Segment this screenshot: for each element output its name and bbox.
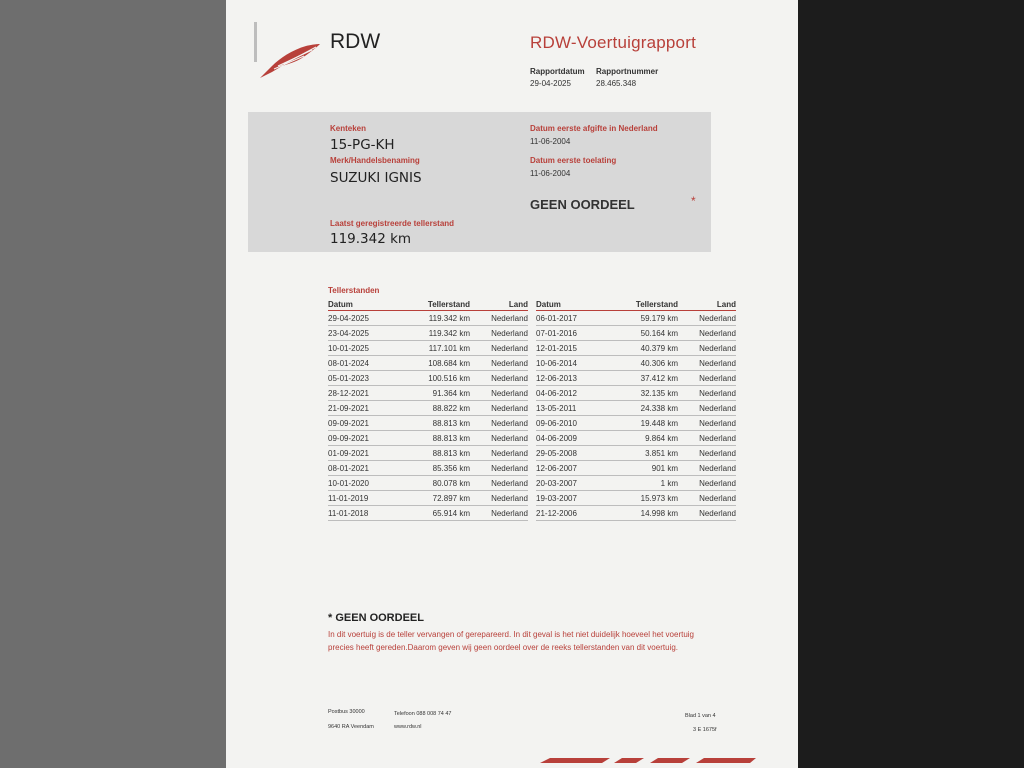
cell-tellerstand: 85.356 km — [392, 461, 470, 476]
table-row — [536, 401, 736, 416]
cell-tellerstand: 65.914 km — [392, 506, 470, 521]
cell-tellerstand: 80.078 km — [392, 476, 470, 491]
cell-datum: 21-09-2021 — [328, 401, 392, 416]
table-row — [328, 461, 528, 476]
background-left — [0, 0, 226, 768]
footer-page-number: Blad 1 van 4 — [685, 713, 716, 719]
cell-tellerstand: 59.179 km — [600, 311, 678, 326]
background-right — [798, 0, 1024, 768]
table-row — [328, 401, 528, 416]
cell-datum: 29-05-2008 — [536, 446, 600, 461]
toelating-label: Datum eerste toelating — [530, 156, 617, 165]
cell-tellerstand: 1 km — [600, 476, 678, 491]
cell-tellerstand: 50.164 km — [600, 326, 678, 341]
table-row — [536, 491, 736, 506]
tellerstanden-title: Tellerstanden — [328, 286, 380, 295]
footer-code: 3 E 1675f — [693, 727, 717, 733]
tellerstanden-table-left — [328, 299, 528, 521]
cell-datum: 09-09-2021 — [328, 431, 392, 446]
cell-datum: 20-03-2007 — [536, 476, 600, 491]
cell-land: Nederland — [678, 416, 736, 431]
cell-land: Nederland — [470, 401, 528, 416]
toelating-value: 11-06-2004 — [530, 169, 571, 178]
cell-land: Nederland — [470, 371, 528, 386]
binder-mark — [254, 22, 257, 62]
table-row — [328, 491, 528, 506]
note-text — [328, 628, 728, 654]
cell-tellerstand: 15.973 km — [600, 491, 678, 506]
table-row — [536, 356, 736, 371]
column-header-land: Land — [678, 299, 736, 311]
cell-tellerstand: 117.101 km — [392, 341, 470, 356]
cell-tellerstand: 3.851 km — [600, 446, 678, 461]
cell-land: Nederland — [678, 491, 736, 506]
cell-datum: 13-05-2011 — [536, 401, 600, 416]
note-line-2: precies heeft gereden.Daarom geven wij geen oordeel over de reeks tellerstanden van dit voertuig. — [328, 643, 678, 652]
tellerstand-label: Laatst geregistreerde tellerstand — [330, 219, 455, 228]
cell-datum: 21-12-2006 — [536, 506, 600, 521]
table-row — [536, 506, 736, 521]
cell-land: Nederland — [678, 461, 736, 476]
cell-tellerstand: 37.412 km — [600, 371, 678, 386]
cell-datum: 09-09-2021 — [328, 416, 392, 431]
cell-tellerstand: 119.342 km — [392, 326, 470, 341]
table-row — [328, 431, 528, 446]
vehicle-info-box — [248, 112, 711, 252]
cell-datum: 11-01-2019 — [328, 491, 392, 506]
cell-land: Nederland — [678, 506, 736, 521]
table-row — [536, 311, 736, 326]
cell-land: Nederland — [470, 476, 528, 491]
table-row — [328, 371, 528, 386]
cell-datum: 12-06-2013 — [536, 371, 600, 386]
cell-tellerstand: 40.306 km — [600, 356, 678, 371]
rdw-logo-icon — [258, 38, 322, 80]
note-title: * GEEN OORDEEL — [328, 612, 424, 624]
verdict-star: * — [691, 194, 696, 208]
afgifte-label: Datum eerste afgifte in Nederland — [530, 124, 658, 133]
table-header-row — [328, 299, 528, 311]
table-row — [536, 476, 736, 491]
cell-datum: 29-04-2025 — [328, 311, 392, 326]
cell-land: Nederland — [470, 461, 528, 476]
footer-stripe-decoration — [540, 754, 756, 764]
cell-datum: 28-12-2021 — [328, 386, 392, 401]
cell-land: Nederland — [470, 491, 528, 506]
cell-datum: 04-06-2012 — [536, 386, 600, 401]
column-header-datum: Datum — [536, 299, 600, 311]
table-row — [536, 416, 736, 431]
cell-datum: 06-01-2017 — [536, 311, 600, 326]
table-row — [328, 386, 528, 401]
cell-tellerstand: 901 km — [600, 461, 678, 476]
cell-tellerstand: 100.516 km — [392, 371, 470, 386]
rapportdatum-label: Rapportdatum — [530, 67, 585, 76]
table-row — [328, 356, 528, 371]
cell-tellerstand: 88.813 km — [392, 431, 470, 446]
cell-tellerstand: 40.379 km — [600, 341, 678, 356]
cell-land: Nederland — [678, 326, 736, 341]
cell-datum: 11-01-2018 — [328, 506, 392, 521]
brand-name: RDW — [330, 30, 381, 53]
table-row — [536, 431, 736, 446]
table-row — [328, 446, 528, 461]
cell-tellerstand: 108.684 km — [392, 356, 470, 371]
rapportnummer-label: Rapportnummer — [596, 67, 659, 76]
cell-land: Nederland — [470, 356, 528, 371]
table-row — [536, 371, 736, 386]
merk-value: SUZUKI IGNIS — [330, 170, 422, 186]
table-row — [328, 416, 528, 431]
cell-datum: 23-04-2025 — [328, 326, 392, 341]
cell-tellerstand: 9.864 km — [600, 431, 678, 446]
footer-address: 9640 RA Veendam — [328, 724, 374, 730]
rapportnummer-value: 28.465.348 — [596, 79, 637, 88]
cell-tellerstand: 24.338 km — [600, 401, 678, 416]
table-row — [328, 476, 528, 491]
cell-land: Nederland — [470, 416, 528, 431]
cell-datum: 10-06-2014 — [536, 356, 600, 371]
cell-land: Nederland — [678, 431, 736, 446]
cell-land: Nederland — [678, 341, 736, 356]
cell-land: Nederland — [470, 446, 528, 461]
footer-postbus: Postbus 30000 — [328, 709, 365, 715]
afgifte-value: 11-06-2004 — [530, 137, 571, 146]
report-title: RDW-Voertuigrapport — [530, 33, 696, 52]
cell-land: Nederland — [678, 476, 736, 491]
cell-datum: 04-06-2009 — [536, 431, 600, 446]
table-row — [328, 341, 528, 356]
footer-website[interactable]: www.rdw.nl — [394, 724, 422, 730]
table-row — [536, 326, 736, 341]
cell-tellerstand: 88.822 km — [392, 401, 470, 416]
tellerstand-value: 119.342 km — [330, 231, 412, 247]
cell-datum: 10-01-2025 — [328, 341, 392, 356]
cell-datum: 08-01-2024 — [328, 356, 392, 371]
cell-datum: 12-06-2007 — [536, 461, 600, 476]
rapportdatum-value: 29-04-2025 — [530, 79, 571, 88]
cell-datum: 08-01-2021 — [328, 461, 392, 476]
cell-datum: 19-03-2007 — [536, 491, 600, 506]
column-header-tellerstand: Tellerstand — [600, 299, 678, 311]
table-row — [536, 386, 736, 401]
cell-land: Nederland — [470, 326, 528, 341]
cell-land: Nederland — [470, 311, 528, 326]
cell-tellerstand: 91.364 km — [392, 386, 470, 401]
cell-datum: 05-01-2023 — [328, 371, 392, 386]
cell-land: Nederland — [678, 356, 736, 371]
kenteken-label: Kenteken — [330, 124, 367, 133]
cell-tellerstand: 119.342 km — [392, 311, 470, 326]
cell-tellerstand: 88.813 km — [392, 416, 470, 431]
column-header-tellerstand: Tellerstand — [392, 299, 470, 311]
note-line-1: In dit voertuig is de teller vervangen of gerepareerd. In dit geval is het niet duidelijk hoeveel het voertuig — [328, 630, 694, 639]
cell-land: Nederland — [678, 371, 736, 386]
cell-datum: 12-01-2015 — [536, 341, 600, 356]
column-header-land: Land — [470, 299, 528, 311]
cell-land: Nederland — [678, 401, 736, 416]
cell-tellerstand: 32.135 km — [600, 386, 678, 401]
table-row — [328, 506, 528, 521]
cell-land: Nederland — [678, 386, 736, 401]
cell-tellerstand: 19.448 km — [600, 416, 678, 431]
verdict-text: GEEN OORDEEL — [530, 197, 635, 212]
cell-tellerstand: 88.813 km — [392, 446, 470, 461]
table-header-row — [536, 299, 736, 311]
table-row — [328, 311, 528, 326]
cell-land: Nederland — [470, 506, 528, 521]
column-header-datum: Datum — [328, 299, 392, 311]
cell-land: Nederland — [678, 311, 736, 326]
cell-datum: 09-06-2010 — [536, 416, 600, 431]
cell-land: Nederland — [678, 446, 736, 461]
cell-datum: 07-01-2016 — [536, 326, 600, 341]
cell-tellerstand: 72.897 km — [392, 491, 470, 506]
cell-land: Nederland — [470, 431, 528, 446]
table-row — [536, 341, 736, 356]
merk-label: Merk/Handelsbenaming — [330, 156, 420, 165]
tellerstanden-table-right — [536, 299, 736, 521]
cell-datum: 10-01-2020 — [328, 476, 392, 491]
cell-land: Nederland — [470, 341, 528, 356]
kenteken-value: 15-PG-KH — [330, 137, 395, 153]
cell-land: Nederland — [470, 386, 528, 401]
footer-telefoon: Telefoon 088 008 74 47 — [394, 711, 452, 717]
cell-tellerstand: 14.998 km — [600, 506, 678, 521]
cell-datum: 01-09-2021 — [328, 446, 392, 461]
table-row — [536, 461, 736, 476]
table-row — [536, 446, 736, 461]
table-row — [328, 326, 528, 341]
